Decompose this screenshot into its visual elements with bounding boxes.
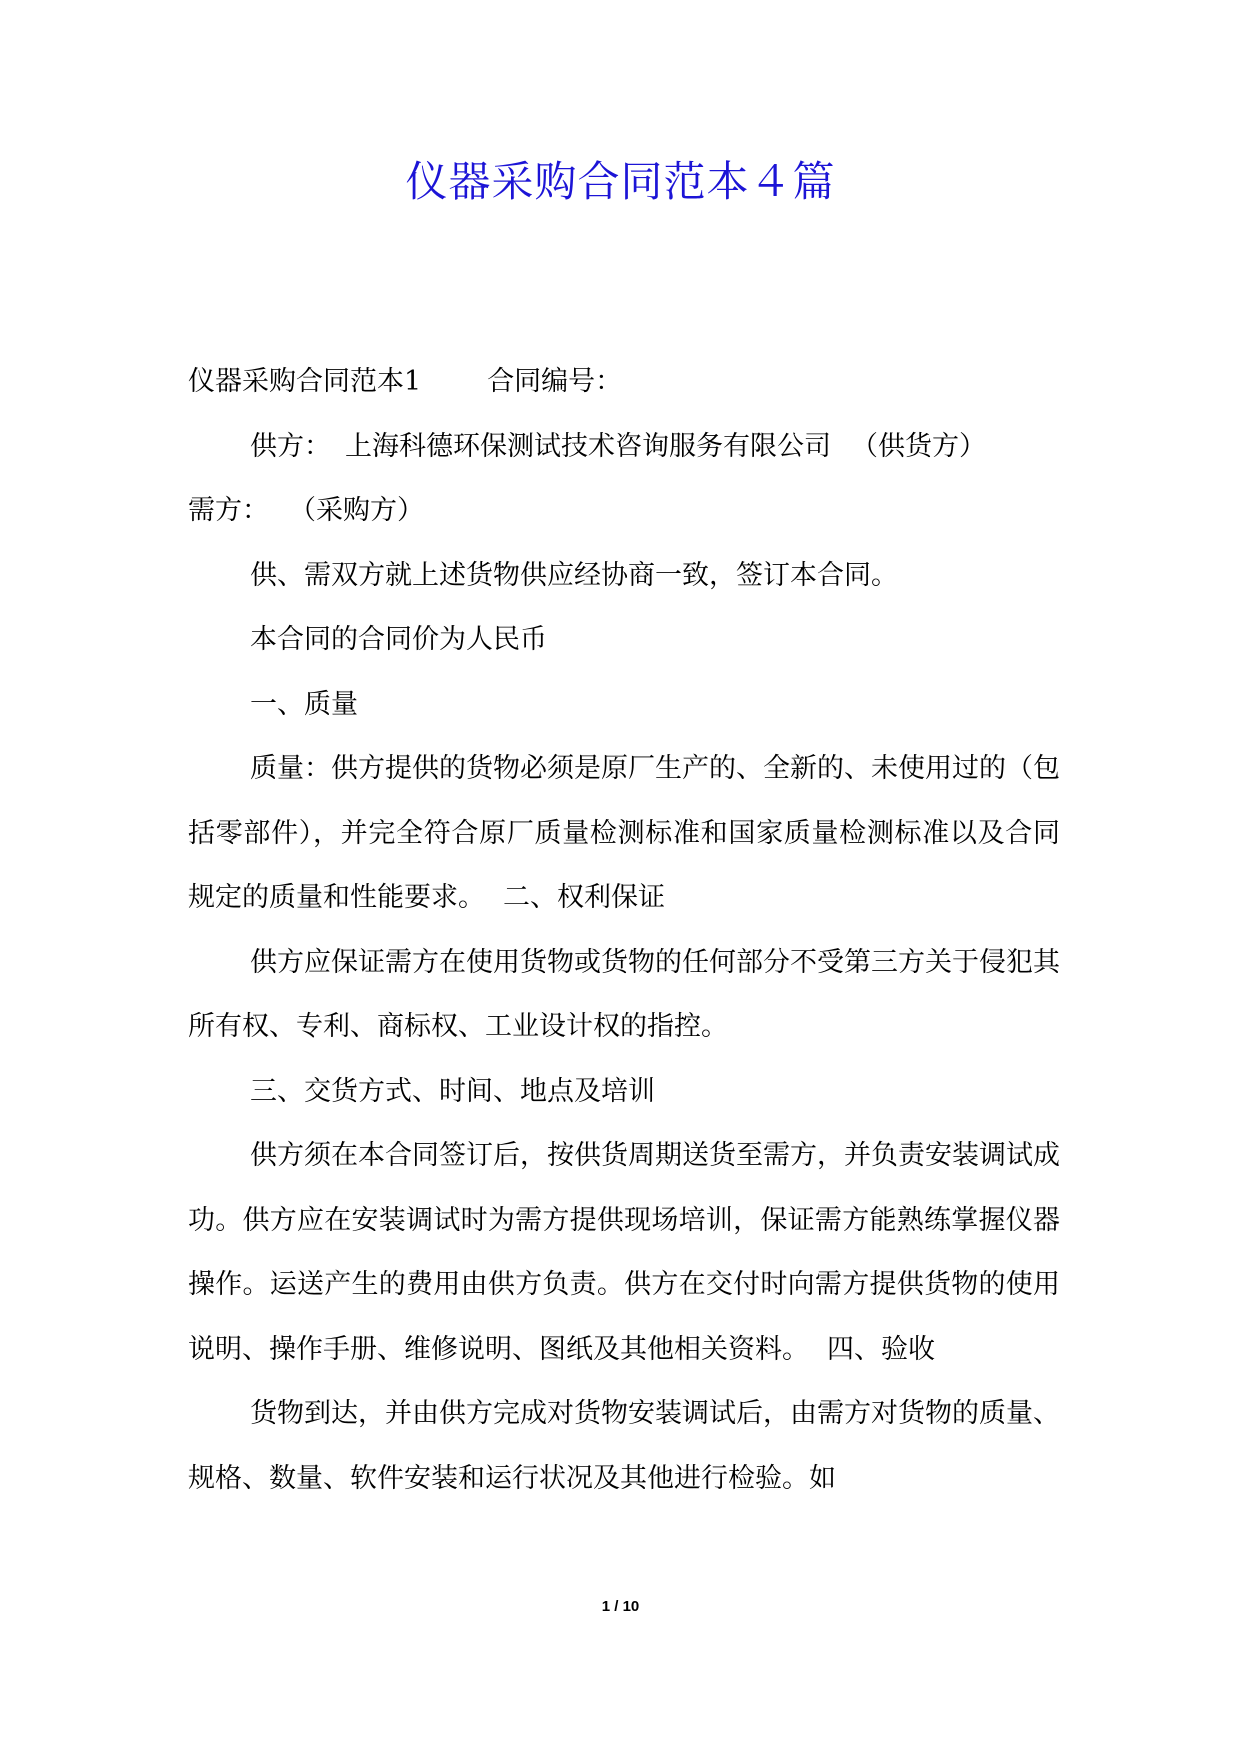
buyer-line (188, 479, 1060, 544)
quality-paragraph (188, 737, 1060, 931)
document-title: 仪器采购合同范本４篇 (405, 157, 836, 206)
section-delivery-heading: 三、交货方式、时间、地点及培训 (250, 1075, 655, 1107)
buyer-label: 需方： (188, 495, 269, 526)
page-number: 1 / 10 (601, 1598, 640, 1615)
supplier-name: 上海科德环保测试技术咨询服务有限公司 (345, 430, 831, 462)
rights-paragraph: 供方应保证需方在使用货物或货物的任何部分不受第三方关于侵犯其所有权、专利、商标权、工业设计权的指控。 (188, 946, 1060, 1042)
acceptance-paragraph: 货物到达，并由供方完成对货物安装调试后，由需方对货物的质量、规格、数量、软件安装和运行状况及其他进行检验。如 (188, 1398, 1060, 1494)
supplier-label: 供方： (250, 430, 331, 462)
contract-price-paragraph: 本合同的合同价为人民币 (250, 624, 547, 655)
section-quality-heading: 一、质量 (250, 688, 358, 720)
contract-number-label: 合同编号： (487, 366, 623, 397)
document-body (188, 350, 1060, 1511)
agreement-paragraph: 供、需双方就上述货物供应经协商一致，签订本合同。 (250, 559, 898, 591)
contract-heading: 仪器采购合同范本1 (188, 366, 422, 397)
buyer-role: （采购方） (289, 495, 424, 526)
supplier-line (188, 415, 1060, 480)
section-acceptance-heading: 四、验收 (827, 1333, 935, 1365)
delivery-text: 供方须在本合同签订后，按供货周期送货至需方，并负责安装调试成功。供方应在安装调试时为需方提供现场培训，保证需方能熟练掌握仪器操作。运送产生的费用由供方负责。供方在交付时向需方提供货物的使用说明、操作手册、维修说明、图纸及其他相关资料。 (188, 1140, 1060, 1365)
supplier-role: （供货方） (851, 430, 986, 462)
contract-heading-line (188, 350, 1060, 415)
quality-text: 质量：供方提供的货物必须是原厂生产的、全新的、未使用过的（包括零部件），并完全符合原厂质量检测标准和国家质量检测标准以及合同规定的质量和性能要求。 (188, 753, 1060, 913)
delivery-paragraph (188, 1124, 1060, 1382)
section-rights-heading: 二、权利保证 (503, 882, 665, 913)
